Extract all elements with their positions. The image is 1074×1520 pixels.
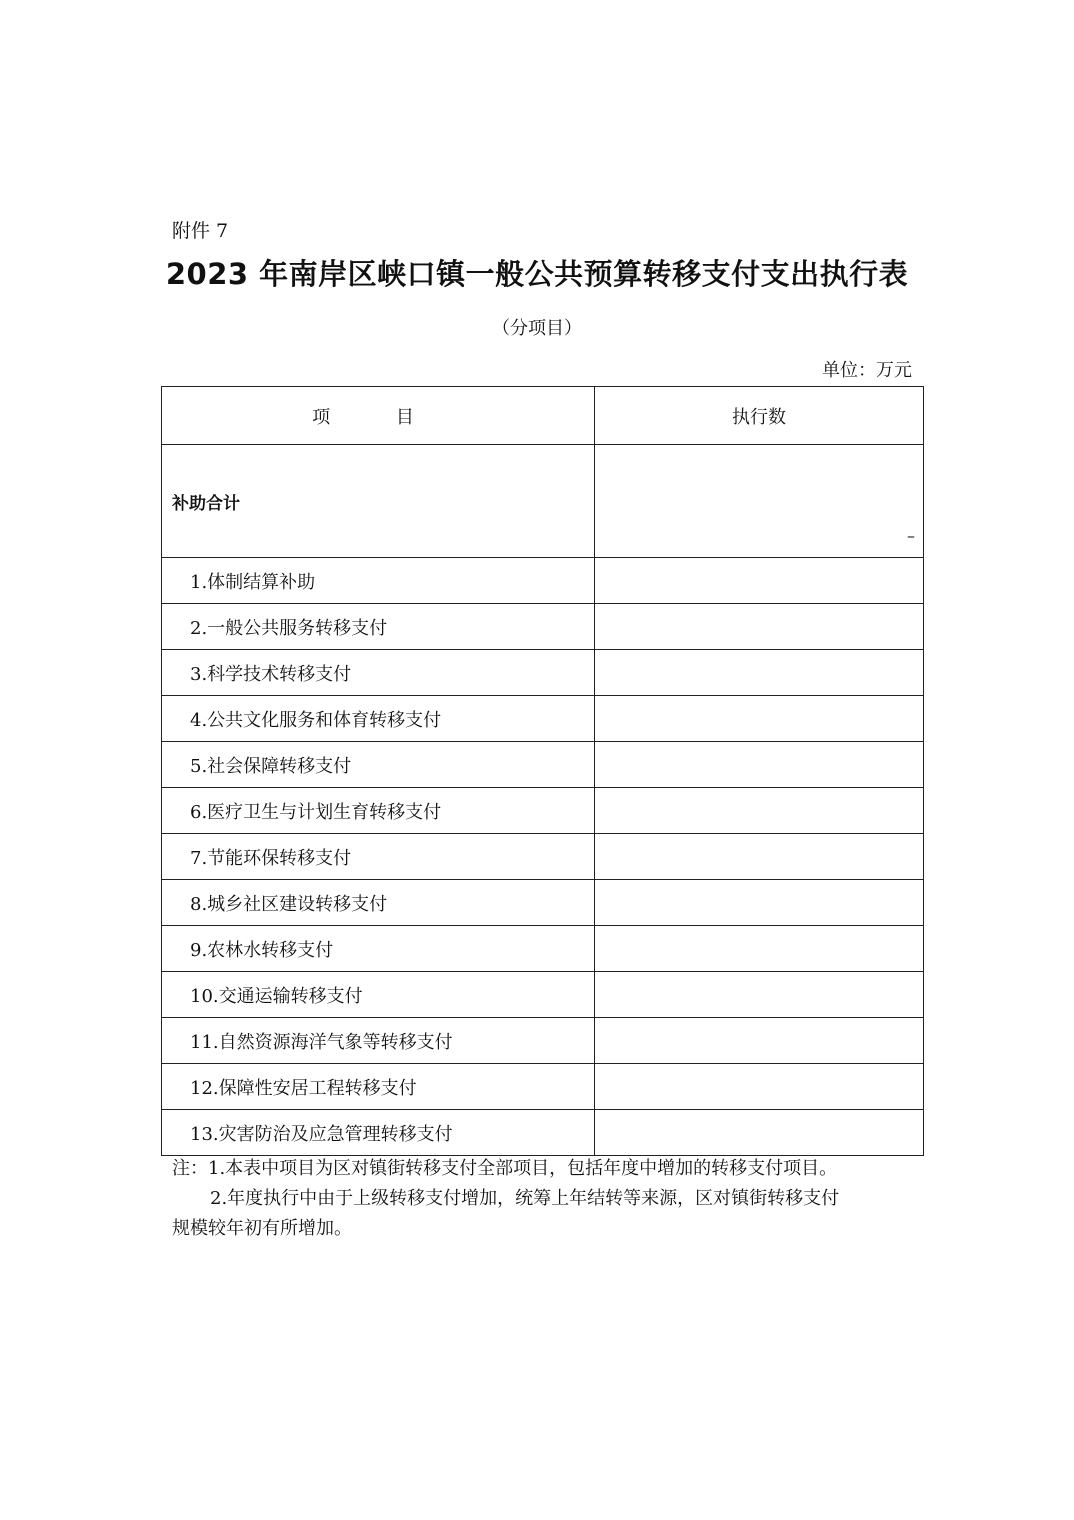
total-value: – xyxy=(907,526,915,545)
row-name: 1.体制结算补助 xyxy=(162,558,595,604)
total-row xyxy=(162,445,924,558)
row-value xyxy=(595,742,924,788)
row-value xyxy=(595,604,924,650)
table-row xyxy=(162,880,924,926)
note-line-2: 2.年度执行中由于上级转移支付增加，统筹上年结转等来源，区对镇街转移支付 xyxy=(210,1188,840,1209)
table-row xyxy=(162,696,924,742)
table-row xyxy=(162,742,924,788)
table-row xyxy=(162,1110,924,1156)
table-row xyxy=(162,1018,924,1064)
row-name: 7.节能环保转移支付 xyxy=(162,834,595,880)
row-value xyxy=(595,880,924,926)
table-row xyxy=(162,650,924,696)
table-row xyxy=(162,972,924,1018)
row-name: 9.农林水转移支付 xyxy=(162,926,595,972)
page-subtitle: （分项目） xyxy=(492,318,582,339)
row-name: 3.科学技术转移支付 xyxy=(162,650,595,696)
unit-label: 单位：万元 xyxy=(822,360,912,381)
table-row xyxy=(162,788,924,834)
table-row xyxy=(162,1064,924,1110)
row-name: 2.一般公共服务转移支付 xyxy=(162,604,595,650)
notes xyxy=(172,1154,932,1244)
table-row xyxy=(162,834,924,880)
row-value xyxy=(595,1064,924,1110)
row-name: 5.社会保障转移支付 xyxy=(162,742,595,788)
header-value: 执行数 xyxy=(595,387,924,445)
row-name: 12.保障性安居工程转移支付 xyxy=(162,1064,595,1110)
total-value-cell xyxy=(595,445,924,558)
row-name: 11.自然资源海洋气象等转移支付 xyxy=(162,1018,595,1064)
table-header-row xyxy=(162,387,924,445)
row-name: 13.灾害防治及应急管理转移支付 xyxy=(162,1110,595,1156)
page-title: 2023 年南岸区峡口镇一般公共预算转移支付支出执行表 xyxy=(165,257,909,291)
row-value xyxy=(595,834,924,880)
total-label: 补助合计 xyxy=(162,445,595,558)
row-name: 6.医疗卫生与计划生育转移支付 xyxy=(162,788,595,834)
row-value xyxy=(595,972,924,1018)
table-row xyxy=(162,604,924,650)
row-value xyxy=(595,1110,924,1156)
table-row xyxy=(162,558,924,604)
row-value xyxy=(595,650,924,696)
row-value xyxy=(595,788,924,834)
row-name: 10.交通运输转移支付 xyxy=(162,972,595,1018)
row-name: 4.公共文化服务和体育转移支付 xyxy=(162,696,595,742)
note-line-3: 规模较年初有所增加。 xyxy=(172,1218,352,1239)
transfer-payment-table xyxy=(161,386,924,1156)
row-value xyxy=(595,1018,924,1064)
header-item: 项 目 xyxy=(162,387,595,445)
table-row xyxy=(162,926,924,972)
attachment-label: 附件 7 xyxy=(172,220,229,242)
note-line-1: 注：1.本表中项目为区对镇街转移支付全部项目，包括年度中增加的转移支付项目。 xyxy=(172,1158,838,1179)
row-value xyxy=(595,926,924,972)
row-name: 8.城乡社区建设转移支付 xyxy=(162,880,595,926)
row-value xyxy=(595,696,924,742)
row-value xyxy=(595,558,924,604)
